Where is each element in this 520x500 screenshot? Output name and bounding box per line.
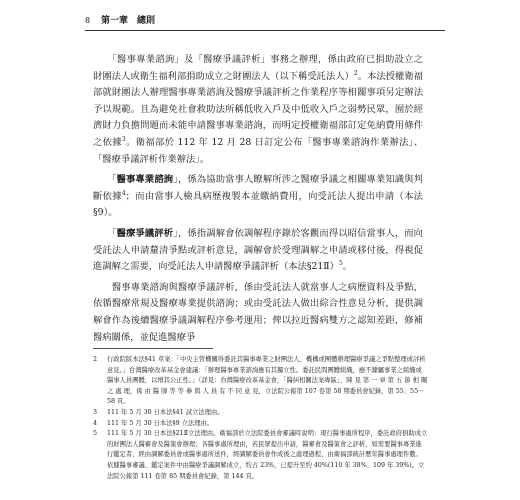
paragraph-2-text-a: ，係為協助當事人瞭解所涉之醫療爭議之相關專業知識與判斷依據 (93, 174, 423, 202)
footnote-number: 5 (93, 430, 98, 438)
paragraph-2-text-b: ；而由當事人檢具病歷複製本並繳納費用，向受託法人提出申請（本法§9）。 (93, 190, 423, 219)
footnote-text: 111 年 5 月 30 日本法§9 立法理由。 (107, 419, 214, 427)
footnote-number: 4 (93, 419, 98, 427)
page-number: 8 (85, 16, 91, 25)
footnote-3 (93, 408, 428, 419)
footnote-4 (93, 419, 428, 430)
footnote-ref-3[interactable]: 3 (121, 135, 126, 143)
body-text (93, 52, 423, 346)
footnote-ref-2[interactable]: 2 (353, 69, 358, 77)
chapter-title: 第一章 總則 (100, 16, 155, 26)
footnote-rule (93, 348, 213, 349)
paragraph-3-text-a: ，係指調解會依調解程序錄於客觀而得以昭信當事人，而向受託法人申請釐清爭點或評析意見，調解會於受理調解之申請或移付後，得視促進調解之需要，向受託法人申請醫療爭議評析（本法§21Ⅱ） (93, 227, 423, 273)
footnote-2 (93, 355, 428, 408)
paragraph-1 (93, 52, 423, 168)
footnote-ref-4[interactable]: 4 (121, 189, 126, 197)
paragraph-4-text: 醫事專業諮詢與醫療爭議評析，係由受託法人就當事人之病歷資料及爭點，依循醫療常規及醫療專業提供諮詢；或由受託法人做出綜合性意見分析，提供調解會作為後續醫療爭議調解程序參考運用；俾以拉近醫病雙方之認知差距，修補醫病關係，並促進醫療爭 (93, 281, 423, 343)
paragraph-1-text-b: 。本法授權衛福部就財團法人辦理醫事專業諮詢及醫療爭議評析之作業程序等相關事項另定辦法予以規範。且為避免社會救助法所稱低收入戶及中低收入戶之弱勢民眾，囿於經濟財力負擔問題而未能申請醫事專業諮詢，而明定授權衛福部訂定免納費用條件之依據 (93, 70, 423, 148)
paragraph-1-text-a: 「醫事專業諮詢」及「醫療爭議評析」事務之辦理，係由政府已捐助設立之財團法人或衛生福利部捐助成立之財團法人（以下稱受託法人） (93, 54, 423, 82)
term-dispute-analysis: 醫療爭議評析 (116, 227, 174, 239)
header-rule (85, 30, 445, 31)
term-medical-consultation: 醫事專業諮詢 (116, 174, 174, 186)
footnote-5 (93, 429, 428, 482)
paragraph-4 (93, 280, 423, 346)
footnote-ref-5[interactable]: 5 (338, 260, 343, 268)
running-header (85, 13, 445, 29)
footnote-text: 行政院版本法§41 草案：「中央主管機關得委託其醫事專業之財團法人、機構或團體辦理醫療爭議之爭點整理或評析意見。」台灣醫療改革基金會建議：「辦理醫事專業諮詢應有其獨立性。委託民間團體組織，應不隸屬事業之組織或醫事人員團體，以增其公正性。」（詳見：台灣醫療改革基金會，「醫糾相關法案專區」，陳 見 第 一 章 第 五 節 相 關 之 處 理，係 由 醫 師 等 等 參 與 人 員 有 不 同 意 見，立法院公報第 107 卷第 58 期委員會紀錄，第 55、55－58 頁。 (107, 356, 428, 406)
paragraph-3: 「醫療爭議評析」，係指調解會依調解程序錄於客觀而得以昭信當事人，而向受託法人申請釐清爭點或評析意見，調解會於受理調解之申請或移付後，得視促進調解之需要，向受託法人申請醫療爭議評析（本法§21Ⅱ）$^5$。 (93, 227, 423, 273)
footnote-number: 2 (93, 356, 98, 363)
paragraph-3-text-b: 。 (342, 261, 353, 273)
paragraph-2: 「醫事專業諮詢」，係為協助當事人瞭解所涉之醫療爭議之相關專業知識與判斷依據$^4$；而由當事人檢具病歷複製本並繳納費用，向受託法人提出申請（本法§9）。 (93, 174, 423, 219)
footnote-text: 111 年 5 月 30 日本法§21Ⅱ立法理由。衛福部於立法院委員會審議時說明：現行醫事處所程序，委託政府捐助成立的財團法人醫審會及醫策會辦理；各醫事處所理由，若民眾提出申請，醫審會及醫策會之評析，如需要醫事專業進行鑑定者，經由調解委員會或醫事處所送件，經調解委員會作成後之處理過程，由衛福部統計歷年醫事處理件數。依據醫事審議、鑑定案件中由醫療爭議調解成立，約占 23%，已提升至約 40%(110 年 38%、109 年 39%)。立法院公報第 111 卷第 85 期委員會紀錄，第 144 頁。 (107, 430, 428, 480)
footnote-number: 3 (93, 408, 98, 416)
footnote-text: 111 年 5 月 30 日本法§41 試立法理由。 (107, 408, 224, 416)
paragraph-1-text-c: 。衛福部於 112 年 12 月 28 日訂定公布「醫事專業諮詢作業辦法」、「醫療爭議評析作業辦法」。 (93, 136, 423, 165)
footnotes (93, 355, 428, 482)
